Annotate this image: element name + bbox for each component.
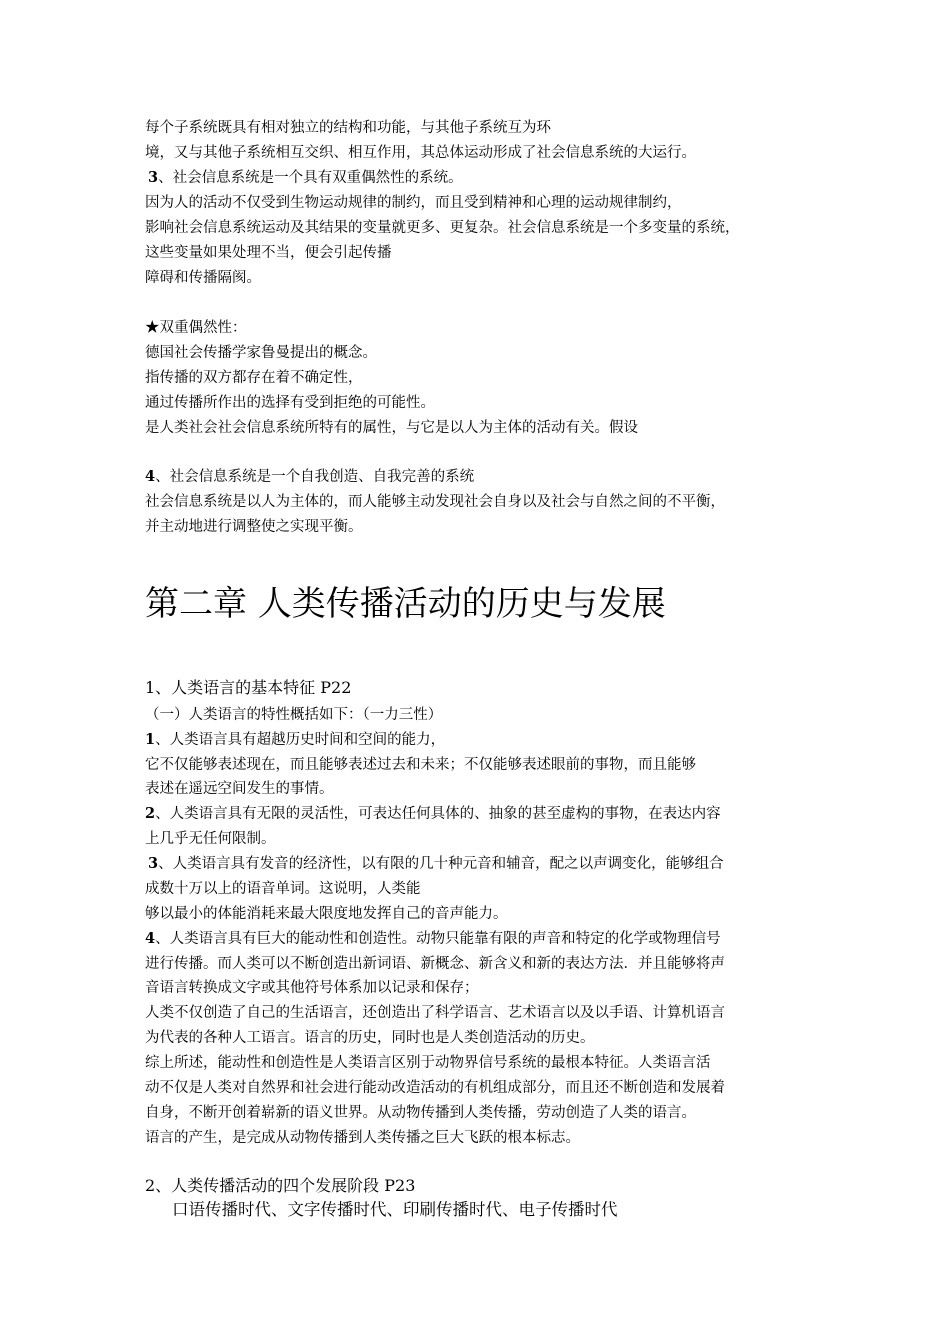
numbered-point xyxy=(145,467,474,487)
numbered-point xyxy=(145,929,721,949)
paragraph-line: 动不仅是人类对自然界和社会进行能动改造活动的有机组成部分，而且还不断创造和发展着 xyxy=(145,1080,725,1096)
paragraph-line: 障碍和传播隔阂。 xyxy=(145,270,261,286)
stages-list: 口语传播时代、文字传播时代、印刷传播时代、电子传播时代 xyxy=(172,1200,618,1219)
paragraph-line: 人类不仅创造了自己的生活语言，还创造出了科学语言、艺术语言以及以手语、计算机语言 xyxy=(145,1005,725,1021)
paragraph-line: 每个子系统既具有相对独立的结构和功能，与其他子系统互为环 xyxy=(145,120,551,136)
point-number: 4 xyxy=(145,468,156,485)
paragraph-line: 是人类社会社会信息系统所特有的属性，与它是以人为主体的活动有关。假设 xyxy=(145,420,638,436)
paragraph-line: 德国社会传播学家鲁曼提出的概念。 xyxy=(145,345,377,361)
paragraph-line: 上几乎无任何限制。 xyxy=(145,831,276,847)
point-number: 3 xyxy=(148,169,159,186)
definition-heading: ★双重偶然性： xyxy=(145,320,247,336)
subsection-heading: （一）人类语言的特性概括如下：（一力三性） xyxy=(145,707,443,723)
numbered-point xyxy=(148,854,724,874)
paragraph-line: 音语言转换成文字或其他符号体系加以记录和保存； xyxy=(145,980,479,996)
paragraph-line: 影响社会信息系统运动及其结果的变量就更多、更复杂。社会信息系统是一个多变量的系统， xyxy=(145,220,740,236)
point-number: 3 xyxy=(148,855,159,872)
paragraph-line: 自身，不断开创着崭新的语义世界。从动物传播到人类传播，劳动创造了人类的语言。 xyxy=(145,1105,696,1121)
paragraph-line: 综上所述，能动性和创造性是人类语言区别于动物界信号系统的最根本特征。人类语言活 xyxy=(145,1055,711,1071)
point-text: 、人类语言具有发音的经济性，以有限的几十种元音和辅音，配之以声调变化，能够组合 xyxy=(158,856,724,872)
chapter-title: 第二章 人类传播活动的历史与发展 xyxy=(145,584,666,624)
paragraph-line: 够以最小的体能消耗来最大限度地发挥自己的音声能力。 xyxy=(145,906,508,922)
paragraph-line: 并主动地进行调整使之实现平衡。 xyxy=(145,519,363,535)
point-text: 、人类语言具有无限的灵活性，可表达任何具体的、抽象的甚至虚构的事物，在表达内容 xyxy=(155,806,721,822)
point-number: 4 xyxy=(145,930,156,947)
paragraph-line: 为代表的各种人工语言。语言的历史，同时也是人类创造活动的历史。 xyxy=(145,1030,595,1046)
numbered-point xyxy=(148,168,463,188)
paragraph-line: 社会信息系统是以人为主体的，而人能够主动发现社会自身以及社会与自然之间的不平衡， xyxy=(145,494,725,510)
paragraph-line: 通过传播所作出的选择有受到拒绝的可能性。 xyxy=(145,395,435,411)
section-heading: 2、人类传播活动的四个发展阶段 P23 xyxy=(145,1176,416,1195)
point-text: 、社会信息系统是一个自我创造、自我完善的系统 xyxy=(155,469,475,485)
paragraph-line: 它不仅能够表述现在，而且能够表述过去和未来；不仅能够表述眼前的事物，而且能够 xyxy=(145,757,696,773)
paragraph-line: 成数十万以上的语音单词。这说明，人类能 xyxy=(145,881,421,897)
numbered-point xyxy=(145,730,445,750)
point-text: 、人类语言具有超越历史时间和空间的能力， xyxy=(155,732,446,748)
point-text: 、社会信息系统是一个具有双重偶然性的系统。 xyxy=(158,170,463,186)
paragraph-line: 因为人的活动不仅受到生物运动规律的制约，而且受到精神和心理的运动规律制约， xyxy=(145,195,682,211)
paragraph-line: 表述在遥远空间发生的事情。 xyxy=(145,781,334,797)
numbered-point xyxy=(145,804,721,824)
paragraph-line: 指传播的双方都存在着不确定性， xyxy=(145,370,363,386)
paragraph-line: 境，又与其他子系统相互交织、相互作用，其总体运动形成了社会信息系统的大运行。 xyxy=(145,145,696,161)
section-heading: 1、人类语言的基本特征 P22 xyxy=(145,678,352,697)
paragraph-line: 语言的产生，是完成从动物传播到人类传播之巨大飞跃的根本标志。 xyxy=(145,1130,580,1146)
point-text: 、人类语言具有巨大的能动性和创造性。动物只能靠有限的声音和特定的化学或物理信号 xyxy=(155,931,721,947)
point-number: 2 xyxy=(145,805,156,822)
paragraph-line: 这些变量如果处理不当，便会引起传播 xyxy=(145,245,392,261)
paragraph-line: 进行传播。而人类可以不断创造出新词语、新概念、新含义和新的表达方法．并且能够将声 xyxy=(145,956,725,972)
point-number: 1 xyxy=(145,731,156,748)
